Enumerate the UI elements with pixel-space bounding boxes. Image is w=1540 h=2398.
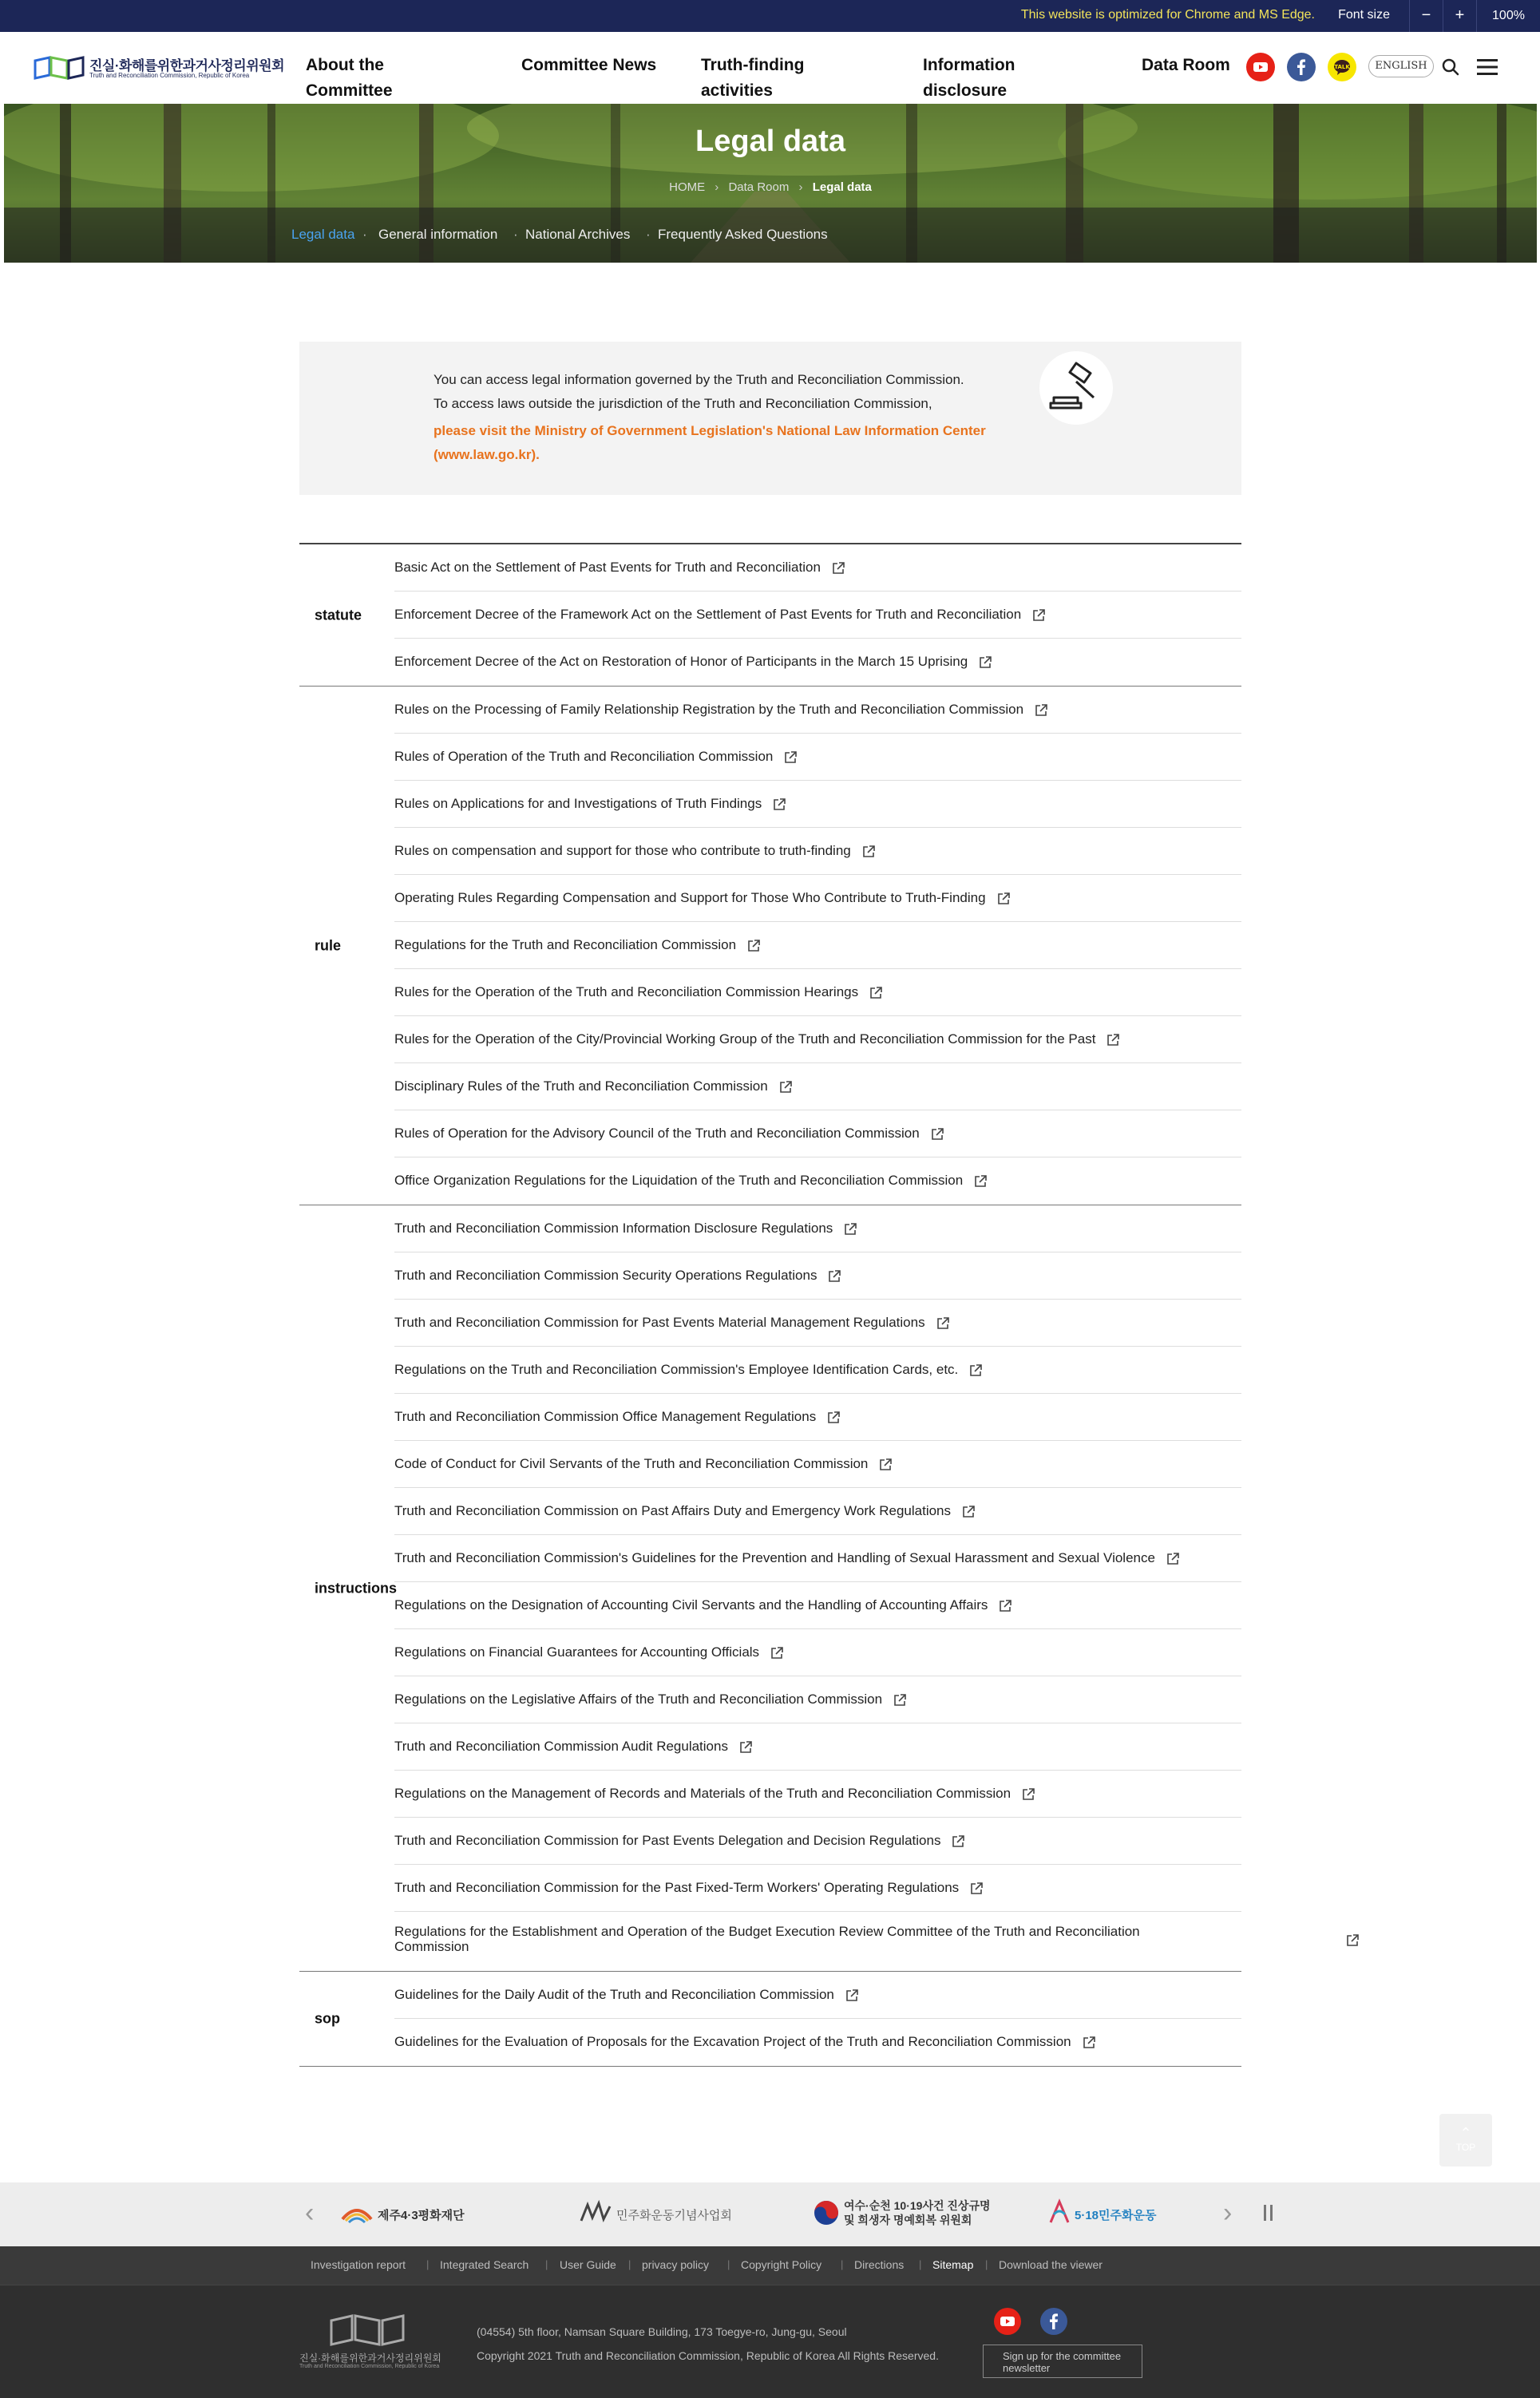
footer-facebook-icon[interactable] (1040, 2308, 1067, 2335)
external-link-icon (997, 1598, 1013, 1614)
law-title: Rules for the Operation of the Truth and Reconciliation Commission Hearings (394, 984, 859, 999)
law-link-item[interactable] (394, 1205, 1241, 1252)
law-title: Regulations for the Establishment and Operation of the Budget Execution Review Committee of the Truth and Reconciliation Commission (394, 1924, 1140, 1954)
external-link-icon (842, 1221, 858, 1237)
law-title: Regulations on Financial Guarantees for Accounting Officials (394, 1644, 760, 1660)
law-title: Rules on compensation and support for those who contribute to truth-finding (394, 843, 851, 858)
democracy-foundation-logo-icon (576, 2198, 616, 2227)
external-link-icon (868, 985, 884, 1001)
law-link-item[interactable] (394, 781, 1241, 828)
law-link-item[interactable] (394, 1157, 1241, 1205)
nav-data-room[interactable]: Data Room (1142, 56, 1230, 74)
law-link-item[interactable] (394, 2019, 1241, 2066)
law-link-item[interactable] (394, 687, 1241, 734)
law-link-item[interactable] (394, 1252, 1241, 1300)
law-title: Enforcement Decree of the Framework Act on the Settlement of Past Events for Truth and Reconciliation (394, 607, 1022, 622)
nav-about-committee[interactable]: About the Committee (306, 56, 393, 100)
law-title: Office Organization Regulations for the Liquidation of the Truth and Reconciliation Commission (394, 1173, 964, 1188)
breadcrumb-home[interactable]: HOME (669, 180, 706, 194)
footer-links: Investigation report | Integrated Search | User Guide | privacy policy | Copyright Policy | Directions | Sitemap | Download the viewer (0, 2246, 1540, 2285)
banner-518-label: 5·18민주화운동 (1075, 2209, 1157, 2222)
law-title: Regulations for the Truth and Reconciliation Commission (394, 937, 737, 952)
external-link-icon (950, 1834, 966, 1850)
footer-address: (04554) 5th floor, Namsan Square Building, 173 Toegye-ro, Jung-gu, Seoul (477, 2325, 847, 2338)
footer-link-sitemap[interactable]: Sitemap (932, 2258, 974, 2271)
chevron-left-icon[interactable]: ‹ (305, 2198, 315, 2228)
law-title: Regulations on the Designation of Accounting Civil Servants and the Handling of Accounting Affairs (394, 1597, 988, 1613)
external-link-icon (1031, 607, 1047, 623)
law-title: Basic Act on the Settlement of Past Events for Truth and Reconciliation (394, 560, 821, 575)
law-link-item[interactable] (394, 1063, 1241, 1110)
external-link-icon (778, 1079, 794, 1095)
law-link-item[interactable] (394, 1300, 1241, 1347)
law-center-link[interactable]: please visit the Ministry of Government Legislation's National Law Information Center (www.law.go.kr). (433, 423, 986, 462)
external-link-icon (1020, 1787, 1036, 1802)
font-size-increase-button[interactable]: + (1443, 0, 1476, 32)
external-link-icon (996, 891, 1011, 907)
law-link-item[interactable] (394, 544, 1241, 592)
nav-information-disclosure[interactable]: Information disclosure (923, 56, 1015, 100)
utility-bar (0, 0, 1540, 32)
external-link-icon (738, 1739, 754, 1755)
scroll-to-top-button[interactable] (1439, 2114, 1492, 2167)
newsletter-signup-button[interactable]: Sign up for the committee newsletter (983, 2345, 1142, 2378)
law-group-statute (299, 544, 1241, 687)
external-link-icon (1165, 1551, 1181, 1567)
law-title: Enforcement Decree of the Act on Restoration of Honor of Participants in the March 15 Uprising (394, 654, 968, 669)
law-link-item[interactable] (394, 734, 1241, 781)
banner-democracy-foundation-label: 민주화운동기념사업회 (616, 2209, 732, 2222)
law-link-item[interactable] (394, 1972, 1241, 2019)
law-title: Guidelines for the Evaluation of Proposals for the Excavation Project of the Truth and Reconciliation Commission (394, 2034, 1071, 2049)
breadcrumb (4, 180, 1537, 194)
law-link-item[interactable] (394, 1535, 1241, 1582)
law-link-item[interactable] (394, 828, 1241, 875)
external-link-icon (972, 1173, 988, 1189)
site-logo[interactable] (34, 53, 284, 85)
law-link-item[interactable] (394, 1865, 1241, 1912)
law-link-item[interactable] (394, 1441, 1241, 1488)
law-link-item[interactable] (394, 875, 1241, 922)
banner-jeju-43[interactable] (339, 2198, 475, 2230)
tab-general-information[interactable]: General information (378, 227, 498, 242)
chevron-right-icon: › (715, 180, 719, 194)
info-text-line-1: You can access legal information governed by the Truth and Reconciliation Commission. (433, 372, 964, 387)
top-button-label: TOP (1455, 2142, 1476, 2153)
law-title: Regulations on the Legislative Affairs of the Truth and Reconciliation Commission (394, 1692, 883, 1707)
law-link-item[interactable] (394, 592, 1241, 639)
banner-yeosu-suncheon-label: 여수·순천 10·19사건 진상규명 및 희생자 명예회복 위원회 (844, 2199, 991, 2226)
youtube-icon[interactable] (1246, 53, 1275, 81)
language-select-button[interactable]: ENGLISH (1368, 55, 1434, 77)
related-sites-banner (0, 2182, 1540, 2246)
footer-logo-korean-text: 진실·화해를위한과거사정리위원회 (299, 2352, 441, 2364)
external-link-icon (861, 844, 877, 860)
external-link-icon (844, 1988, 860, 2004)
law-title: Truth and Reconciliation Commission Office Management Regulations (394, 1409, 817, 1424)
hamburger-menu-icon[interactable] (1475, 56, 1499, 78)
external-link-icon (1033, 702, 1049, 718)
law-link-item[interactable] (394, 1016, 1241, 1063)
kakao-talk-icon[interactable] (1328, 53, 1356, 81)
law-link-item[interactable] (394, 1347, 1241, 1394)
banner-democracy-foundation[interactable] (576, 2198, 732, 2230)
law-link-item[interactable] (394, 1582, 1241, 1629)
external-link-icon (830, 560, 846, 576)
law-title: Rules of Operation for the Advisory Council of the Truth and Reconciliation Commission (394, 1126, 920, 1141)
external-link-icon (1081, 2035, 1097, 2051)
law-link-item[interactable] (394, 1110, 1241, 1157)
font-size-value: 100% (1476, 0, 1540, 32)
facebook-icon[interactable] (1287, 53, 1316, 81)
search-icon[interactable] (1439, 56, 1462, 78)
law-title: Truth and Reconciliation Commission Information Disclosure Regulations (394, 1221, 833, 1236)
law-link-item[interactable] (394, 1912, 1241, 1971)
law-title: Guidelines for the Daily Audit of the Truth and Reconciliation Commission (394, 1987, 834, 2002)
law-title: Truth and Reconciliation Commission on Past Affairs Duty and Emergency Work Regulations (394, 1503, 952, 1518)
footer-link-investigation-report[interactable]: Investigation report (311, 2258, 406, 2271)
518-emblem-icon (1047, 2198, 1071, 2227)
external-link-icon (968, 1363, 984, 1379)
law-title: Rules on the Processing of Family Relationship Registration by the Truth and Reconciliation Commission (394, 702, 1024, 717)
law-title: Truth and Reconciliation Commission's Guidelines for the Prevention and Handling of Sexual Harassment and Sexual Violence (394, 1550, 1155, 1565)
logo-emblem-icon (34, 56, 85, 80)
law-category-label: statute (315, 607, 362, 623)
law-link-item[interactable] (394, 1488, 1241, 1535)
law-link-item[interactable] (394, 922, 1241, 969)
nav-truth-finding-activities[interactable]: Truth-finding activities (701, 56, 805, 100)
external-link-icon (960, 1504, 976, 1520)
law-link-item[interactable] (394, 1818, 1241, 1865)
footer-link-directions[interactable]: Directions (854, 2258, 905, 2271)
banner-518[interactable] (1047, 2198, 1159, 2230)
taegeuk-emblem-icon (812, 2198, 841, 2227)
external-link-icon (935, 1316, 951, 1332)
external-link-icon (782, 750, 798, 766)
law-title: Truth and Reconciliation Commission for the Past Fixed-Term Workers' Operating Regulations (394, 1880, 960, 1895)
site-header (0, 32, 1540, 104)
sub-navigation: Legal data · General information · National Archives · Frequently Asked Questions (4, 208, 1537, 263)
legal-data-table (299, 543, 1241, 2067)
browser-notice: This website is optimized for Chrome and MS Edge. (1020, 8, 1315, 22)
law-category-label: instructions (315, 1580, 398, 1596)
footer-link-user-guide[interactable]: User Guide (560, 2258, 616, 2271)
logo-korean-text: 진실·화해를위한과거사정리위원회 (89, 58, 284, 73)
tab-faq[interactable]: Frequently Asked Questions (658, 227, 828, 242)
law-group-rule (299, 687, 1241, 1205)
law-title: Truth and Reconciliation Commission Security Operations Regulations (394, 1268, 818, 1283)
law-title: Rules for the Operation of the City/Provincial Working Group of the Truth and Reconciliation Commission for the Past (394, 1031, 1096, 1047)
footer-link-integrated-search[interactable]: Integrated Search (440, 2258, 529, 2271)
footer-youtube-icon[interactable] (994, 2308, 1021, 2335)
law-title: Rules on Applications for and Investigations of Truth Findings (394, 796, 762, 811)
law-title: Code of Conduct for Civil Servants of the Truth and Reconciliation Commission (394, 1456, 869, 1471)
footer-logo (299, 2313, 441, 2376)
chevron-right-icon[interactable]: › (1223, 2198, 1233, 2228)
info-text-line-2: To access laws outside the jurisdiction of the Truth and Reconciliation Commission, (433, 396, 932, 411)
gavel-icon (1039, 351, 1113, 425)
law-link-item[interactable] (394, 969, 1241, 1016)
external-link-icon (929, 1126, 945, 1142)
law-link-item[interactable] (394, 1771, 1241, 1818)
jeju-foundation-logo-icon (339, 2198, 374, 2227)
law-category-label: sop (315, 2010, 341, 2027)
law-link-item[interactable] (394, 1629, 1241, 1676)
external-link-icon (746, 938, 762, 954)
external-link-icon (1344, 1933, 1360, 1949)
external-link-icon (771, 797, 787, 813)
site-footer (0, 2285, 1540, 2398)
chevron-right-icon: › (798, 180, 803, 194)
law-title: Disciplinary Rules of the Truth and Reconciliation Commission (394, 1078, 768, 1094)
law-category-label: rule (315, 937, 342, 953)
law-group-sop (299, 1972, 1241, 2067)
arrow-up-icon: ⌃ (1459, 2125, 1472, 2141)
external-link-icon (977, 655, 993, 671)
footer-link-copyright-policy[interactable]: Copyright Policy (741, 2258, 822, 2271)
nav-committee-news[interactable]: Committee News (521, 56, 657, 74)
external-link-icon (769, 1645, 785, 1661)
footer-logo-emblem-icon (328, 2313, 408, 2348)
footer-copyright: Copyright 2021 Truth and Reconciliation Commission, Republic of Korea All Rights Reserved. (477, 2349, 939, 2362)
external-link-icon (892, 1692, 908, 1708)
law-title: Regulations on the Management of Records and Materials of the Truth and Reconciliation Commission (394, 1786, 1011, 1801)
svg-text:TALK: TALK (1334, 64, 1350, 70)
external-link-icon (968, 1881, 984, 1897)
breadcrumb-current: Legal data (812, 180, 872, 194)
external-link-icon (825, 1410, 841, 1426)
law-group-instructions (299, 1205, 1241, 1972)
pause-icon[interactable] (1264, 2205, 1275, 2222)
banner-yeosu-suncheon[interactable] (812, 2198, 996, 2230)
law-title: Truth and Reconciliation Commission for Past Events Material Management Regulations (394, 1315, 925, 1330)
law-title: Regulations on the Truth and Reconciliation Commission's Employee Identification Cards, etc. (394, 1362, 959, 1377)
external-link-icon (877, 1457, 893, 1473)
tab-legal-data[interactable]: Legal data (291, 227, 355, 242)
law-title: Rules of Operation of the Truth and Reconciliation Commission (394, 749, 774, 764)
info-notice-box (299, 342, 1241, 495)
page-title: Legal data (695, 125, 845, 158)
law-link-item[interactable] (394, 1394, 1241, 1441)
breadcrumb-data-room[interactable]: Data Room (728, 180, 790, 194)
tab-national-archives[interactable]: National Archives (525, 227, 631, 242)
law-title: Truth and Reconciliation Commission Audit Regulations (394, 1739, 728, 1754)
footer-logo-english-text: Truth and Reconciliation Commission, Republic of Korea (299, 2364, 440, 2369)
footer-link-download-viewer[interactable]: Download the viewer (999, 2258, 1103, 2271)
banner-jeju-43-label: 제주4·3평화재단 (378, 2209, 465, 2222)
font-size-label: Font size (1338, 8, 1390, 22)
page-hero (4, 104, 1537, 263)
external-link-icon (1105, 1032, 1121, 1048)
law-link-item[interactable] (394, 1723, 1241, 1771)
footer-link-privacy-policy[interactable]: privacy policy (642, 2258, 710, 2271)
external-link-icon (826, 1268, 842, 1284)
logo-english-text: Truth and Reconciliation Commission, Republic of Korea (89, 72, 250, 79)
font-size-decrease-button[interactable]: − (1409, 0, 1443, 32)
law-link-item[interactable] (394, 639, 1241, 686)
law-link-item[interactable] (394, 1676, 1241, 1723)
law-title: Operating Rules Regarding Compensation and Support for Those Who Contribute to Truth-Finding (394, 890, 986, 905)
law-title: Truth and Reconciliation Commission for Past Events Delegation and Decision Regulations (394, 1833, 941, 1848)
